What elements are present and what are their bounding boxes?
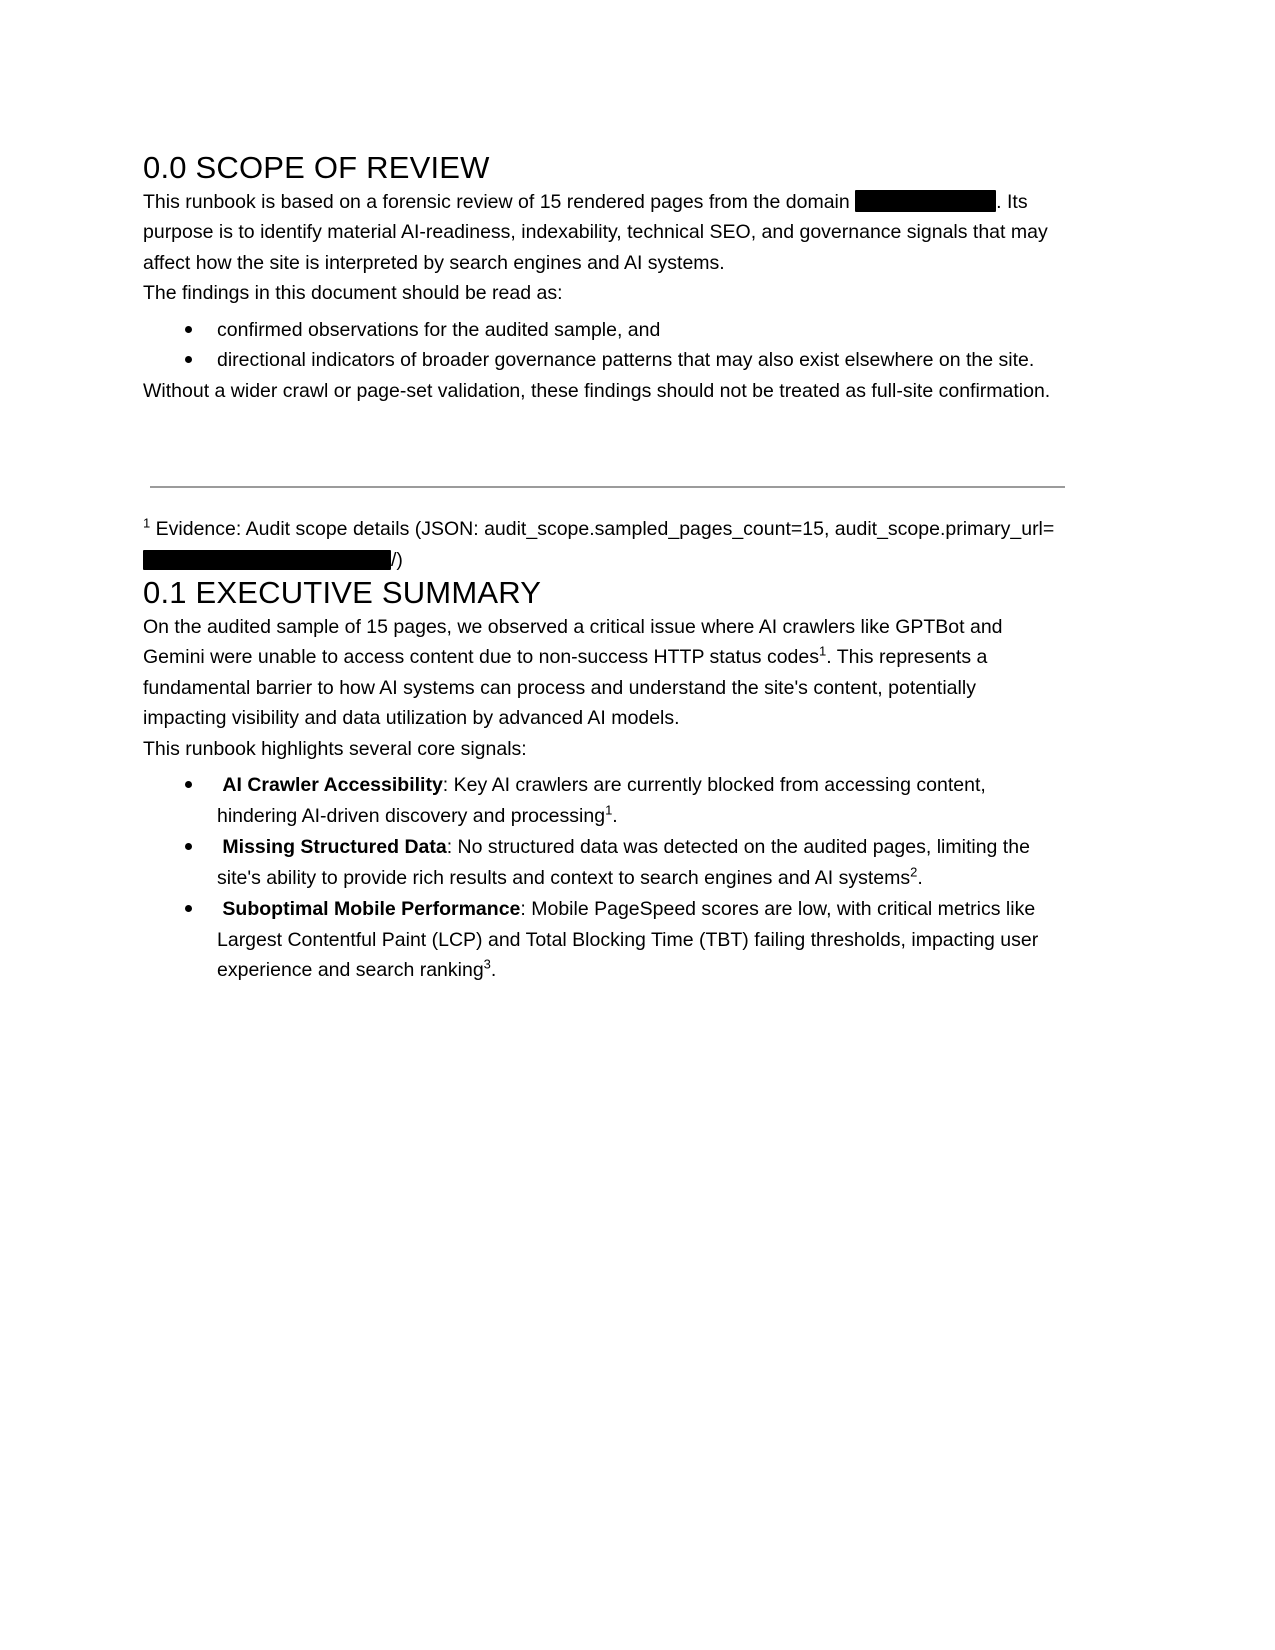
- footnote-separator: [150, 486, 1065, 488]
- core-signals-lead-in: This runbook highlights several core signals:: [143, 737, 527, 760]
- signal-description: : Key AI crawlers are currently blocked from accessing content, hindering AI-driven discovery and processing: [217, 774, 986, 827]
- signal-description: : Mobile PageSpeed scores are low, with critical metrics like Largest Contentful Paint (LCP) and Total Blocking Time (TBT) failing thresholds, impacting user experience and search ranking: [217, 898, 1039, 982]
- bullet-dot-icon: [185, 326, 192, 333]
- signal-label: Missing Structured Data: [217, 836, 447, 859]
- bullet-dot-icon: [185, 781, 192, 788]
- list-item-label: confirmed observations for the audited sample, and: [217, 318, 661, 341]
- signal-label: Suboptimal Mobile Performance: [217, 898, 521, 921]
- footnote-text-before-redaction: Evidence: Audit scope details (JSON: audit_scope.sampled_pages_count=15, audit_scope.primary_url=: [150, 518, 1055, 541]
- read-as-lead-in: The findings in this document should be read as:: [143, 282, 563, 305]
- signal-description: : No structured data was detected on the audited pages, limiting the site's ability to provide rich results and context to search engines and AI systems: [217, 836, 1030, 889]
- list-item: [143, 345, 1063, 376]
- footnote-reference-marker: 2: [910, 864, 918, 880]
- signal-description-tail: .: [917, 866, 923, 889]
- scope-intro-text-after-redaction: . Its purpose is to identify material AI-readiness, indexability, technical SEO, and governance signals that may affect how the site is interpreted by search engines and AI systems.: [143, 190, 1048, 274]
- scope-intro-text-before-redaction: This runbook is based on a forensic review of 15 rendered pages from the domain: [143, 190, 856, 213]
- document-body: [143, 150, 1063, 986]
- list-item: [143, 832, 1063, 893]
- bullet-dot-icon: [185, 843, 192, 850]
- footnote-reference-marker: 3: [483, 956, 491, 972]
- signal-description-tail: .: [612, 804, 618, 827]
- footnote-text-after-redaction: /): [391, 548, 403, 571]
- footnote-1: [143, 514, 1063, 575]
- redacted-domain-bar: [855, 190, 996, 212]
- executive-summary-text-b: . This represents a fundamental barrier to how AI systems can process and understand the site's content, potentially impacting visibility and data utilization by advanced AI models.: [143, 646, 988, 730]
- list-item: [143, 315, 1063, 346]
- core-signals-list: [143, 770, 1063, 986]
- list-item: [143, 770, 1063, 831]
- signal-description-tail: .: [490, 959, 497, 982]
- executive-summary-text-a: On the audited sample of 15 pages, we observed a critical issue where AI crawlers like GPTBot and Gemini were unable to access content due to non-success HTTP status codes: [143, 615, 1003, 669]
- scope-closing-paragraph: Without a wider crawl or page-set validation, these findings should not be treated as full-site confirmation.: [143, 379, 1051, 402]
- redacted-url-bar: [143, 550, 391, 570]
- executive-summary-paragraph: [143, 612, 1063, 734]
- footnote-marker: 1: [143, 515, 151, 531]
- executive-summary-heading: 0.1 EXECUTIVE SUMMARY: [143, 575, 542, 611]
- page-title: 0.0 SCOPE OF REVIEW: [143, 150, 490, 185]
- bullet-dot-icon: [185, 905, 192, 912]
- list-item: [143, 894, 1063, 986]
- list-item-label: directional indicators of broader governance patterns that may also exist elsewhere on the site.: [217, 349, 1035, 372]
- read-as-list: [143, 315, 1063, 376]
- bullet-dot-icon: [185, 356, 192, 363]
- signal-label: AI Crawler Accessibility: [217, 774, 443, 797]
- scope-intro-paragraph: [143, 187, 1063, 279]
- footnote-reference-marker: 1: [605, 802, 613, 818]
- footnote-reference-marker: 1: [819, 643, 827, 659]
